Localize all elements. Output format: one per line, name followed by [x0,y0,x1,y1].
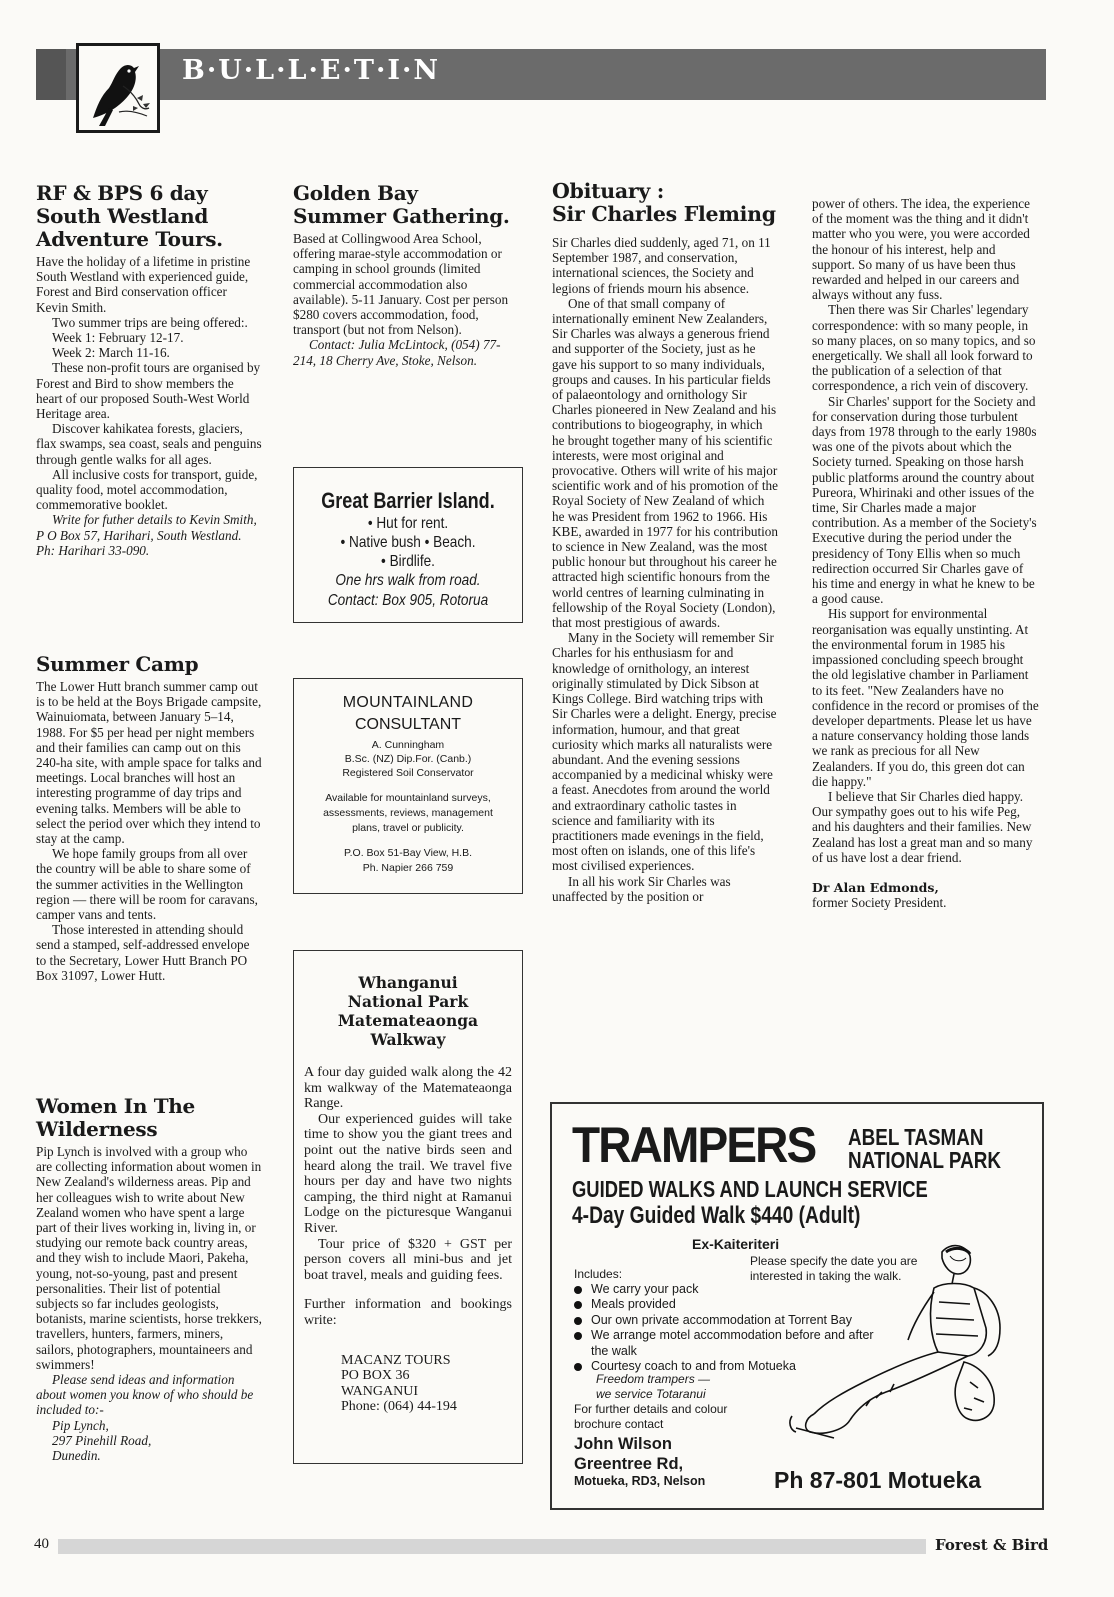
tramper-illustration-icon [774,1232,1014,1452]
ad-line: B.Sc. (NZ) Dip.For. (Canb.) [344,753,472,765]
article-title: Sir Charles Fleming [552,202,776,226]
list-item: Our own private accommodation at Torrent Bay [574,1313,874,1328]
ad-line: Ph. Napier 266 759 [362,862,454,874]
ad-further-line: brochure contact [574,1417,664,1431]
magazine-name: Forest & Bird [935,1536,1049,1554]
ad-title: CONSULTANT [354,716,462,733]
ad-includes-label: Includes: [574,1267,623,1281]
ad-line: • Birdlife. [381,553,435,570]
page-number: 40 [34,1536,49,1552]
ad-contact-town: Motueka, RD3, Nelson [574,1474,706,1488]
paragraph: Contact: Julia McLintock, (054) 77-214, 18 Cherry Ave, Stoke, Nelson. [293,337,501,368]
paragraph: Please send ideas and information about women you know of who should be included to:- [36,1372,254,1418]
author-role: former Society President. [812,895,947,911]
address-line: Pip Lynch, [52,1417,109,1433]
paragraph: Write for futher details to Kevin Smith, P O Box 57, Harihari, South Westland. Ph: Harihari 33-090. [36,512,257,558]
ad-offer: 4-Day Guided Walk $440 (Adult) [572,1202,861,1229]
article-title: Women In The Wilderness [36,1094,195,1141]
paragraph: Week 1: February 12-17. [52,330,184,346]
paragraph: Further information and bookings write: [304,1297,512,1328]
address-line: PO BOX 36 [341,1368,410,1383]
ad-note-line: Please specify the date you are [750,1254,918,1268]
paragraph: Discover kahikatea forests, glaciers, flax swamps, sea coast, seals and penguins through gentle walks for all ages. [36,421,262,467]
ad-line: assessments, reviews, management [323,807,493,819]
article-title: Obituary : [552,179,665,203]
ad-whanganui-walkway [293,950,523,1464]
page-title: B·U·L·L·E·T·I·N [182,55,441,86]
author-name: Dr Alan Edmonds, [812,879,939,895]
ad-park-line: NATIONAL PARK [848,1147,1001,1173]
ad-further [574,1402,727,1432]
paragraph: Week 2: March 11-16. [52,345,170,361]
paragraph: Sir Charles' support for the Society and for conservation during those turbulent days from 1978 through to the early 1980s was one of the pivots about which the Society turned. Speaking on those harsh public platforms around the country about Pureora, Whirinaki and other issues of the time, Sir Charles made a major contribution. As a member of the Society's Executive during the period under the presidency of Tony Ellis when so much redirection occurred Sir Charles gave of his time and energy in what he knew to be a good cause. [812,393,1037,607]
address-line: Dunedin. [52,1448,101,1464]
ad-line: • Native bush • Beach. [340,534,476,551]
ad-contact: Contact: Box 905, Rotorua [327,592,489,609]
ad-slogan-line: Freedom trampers — [596,1372,711,1386]
obituary-column-2 [812,196,1040,910]
ad-slogan-line: we service Totaranui [596,1387,706,1401]
ad-phone: Ph 87-801 Motueka [774,1467,982,1493]
ad-slogan [596,1372,710,1402]
header-bar-left-block [36,49,66,100]
ad-line: A. Cunningham [371,739,445,751]
paragraph: The Lower Hutt branch summer camp out is to be held at the Boys Brigade campsite, Wainuiomata, between January 5–14, 1988. For $5 per head per night members and their families can camp out on this 240-ha site, with ample space for talks and meetings. Local branches will host an interesting programme of day trips and evening talks. Members will be able to select the period over which they intend to stay at the camp. [36,679,262,847]
paragraph: All inclusive costs for transport, guide, quality food, motel accommodation, commemorative booklet. [36,466,258,513]
ad-service: GUIDED WALKS AND LAUNCH SERVICE [572,1176,928,1202]
ad-line: Registered Soil Conservator [342,767,474,779]
ad-trampers [550,1102,1044,1510]
footer-bar [58,1539,926,1554]
list-item: We carry your pack [574,1282,874,1297]
paragraph: power of others. The idea, the experience of the moment was the thing and it didn't matter who you were, you were accorded the honour of his interest, help and support. So many of us have been thus rewarded and helped in our careers and always without any fuss. [812,196,1030,303]
ad-line: plans, travel or publicity. [352,822,464,834]
ad-line: • Hut for rent. [367,515,449,532]
article-body [552,235,778,904]
article-golden-bay-gathering [293,182,517,368]
ad-contact-street: Greentree Rd, [574,1455,684,1473]
ad-departure: Ex-Kaiteriteri [692,1236,780,1252]
ad-park-line: ABEL TASMAN [848,1124,984,1150]
paragraph: Pip Lynch is involved with a group who are collecting information about women in New Zealand's wilderness areas. Pip and her colleagues wish to write about New Zealand women who have spent a large part of their lives working in, living in, or studying our remote back country areas, and they wish to include Maori, Pakeha, young, not-so-young, past and present personalities. Their list of potential subjects so far includes geologists, botanists, marine scientists, horse trekkers, travellers, hunters, farmers, miners, sailors, photographers, mountaineers and swimmers! [36,1144,262,1372]
ad-title-line: Matemateaonga [337,1011,479,1030]
ad-line: One hrs walk from road. [335,572,481,589]
ad-line: Available for mountainland surveys, [325,792,491,804]
list-item: Courtesy coach to and from Motueka [574,1359,874,1374]
article-women-in-the-wilderness [36,1095,262,1463]
paragraph: We hope family groups from all over the country will be able to share some of the summer activities in the Wellington region — there will be room for caravans, camper vans and tents. [36,846,258,923]
ad-mountainland-consultant [293,678,523,894]
ad-great-barrier-island [293,467,523,623]
paragraph: Many in the Society will remember Sir Charles for his enthusiasm for and knowledge of ornithology, an interest originally stimulated by Dick Sibson at Kings College. Bird watching trips with Sir Charles were a delight. Energy, precise information, humour, and that great curiosity which marks all naturalists were abundant. And the evening sessions accompanied by a medicinal whisky were a feast. Anecdotes from around the world and extraordinary catholic tastes in science and familiarity with its practitioners made evenings in the field, most often on islands, one of this life's most civilised experiences. [552,630,777,874]
paragraph: Based at Collingwood Area School, offering marae-style accommodation or camping in school grounds (limited commercial accommodation also available). 5-11 January. Cost per person $280 covers accommodation, food, transport (but not from Nelson). [293,231,509,338]
paragraph: In all his work Sir Charles was unaffected by the position or [552,873,731,904]
address-line: Phone: (064) 44-194 [341,1399,457,1414]
list-item: Meals provided [574,1297,874,1312]
ad-title-line: Whanganui [358,973,458,992]
ad-line: P.O. Box 51-Bay View, H.B. [343,847,472,859]
paragraph: Have the holiday of a lifetime in pristine South Westland with experienced guide, Forest and Bird conservation officer Kevin Smith. [36,254,251,315]
paragraph: A four day guided walk along the 42 km walkway of the Matemateaonga Range. [304,1065,512,1112]
ad-title: MOUNTAINLAND [342,694,474,711]
address-line: WANGANUI [341,1383,418,1399]
article-title: Summer Camp [36,652,199,676]
ad-title-line: Walkway [370,1030,446,1049]
paragraph: One of that small company of internationally eminent New Zealanders, Sir Charles was always a generous friend and supporter of the Society, just as he gave his support to so many individuals, groups and causes. In his particular fields of palaeontology and ornithology Sir Charles pioneered in New Zealand and his contributions to biogeography, in which he brought together many of his scientific interests, were most original and provocative. Others will write of his major scientific work and of his promotion of the Royal Society of New Zealand of which he was President from 1962 to 1966. His KBE, awarded in 1977 for his contribution to science in New Zealand, was the most public honour but throughout his career he attracted high scientific honours from the world centres of learning culminating in fellowship of the Royal Society (London), that most prestigious of awards. [552,295,778,631]
article-body [293,231,517,368]
article-south-westland-tours [36,182,262,558]
paragraph: Those interested in attending should send a stamped, self-addressed envelope to the Secretary, Lower Hutt Branch PO Box 31097, Lower Hutt. [36,922,250,983]
address-line: 297 Pinehill Road, [52,1432,152,1448]
bird-logo [76,43,160,133]
paragraph: Then there was Sir Charles' legendary correspondence: with so many people, in so many places, on so many topics, and so energetically. We shall all look forward to the publication of a selection of that correspondence, a rich vein of discovery. [812,302,1036,394]
paragraph: Two summer trips are being offered:. [52,314,248,330]
article-title: Golden Bay Summer Gathering. [293,181,510,228]
ad-note-line: interested in taking the walk. [750,1269,902,1283]
article-summer-camp [36,653,262,983]
ad-body [304,1065,512,1415]
ad-title: Great Barrier Island. [321,488,495,513]
article-title: RF & BPS 6 day South Westland Adventure Tours. [36,181,223,251]
article-body [36,1144,262,1463]
ad-contact-name: John Wilson [574,1435,672,1453]
article-body [812,196,1040,910]
article-body [36,679,262,983]
address-line: MACANZ TOURS [341,1352,451,1368]
article-body [36,254,262,558]
paragraph: Sir Charles died suddenly, aged 71, on 11 September 1987, and conservation, international sciences, the Society and legions of friends mourn his absence. [552,235,771,296]
paragraph: Tour price of $320 + GST per person covers all mini-bus and jet boat travel, meals and guiding fees. [304,1236,512,1283]
ad-brand: TRAMPERS [572,1117,816,1173]
ad-title-line: National Park [347,992,469,1011]
ad-further-line: For further details and colour [574,1402,728,1416]
ad-address [341,1353,512,1415]
list-item: We arrange motel accommodation before and after the walk [574,1328,874,1359]
tui-bird-icon [79,46,157,130]
ad-title [294,973,522,1049]
paragraph: I believe that Sir Charles died happy. Our sympathy goes out to his wife Peg, and his daughters and their families. New Zealand has lost a great man and so many of us have lost a dear friend. [812,788,1033,865]
paragraph: Our experienced guides will take time to show you the giant trees and point out the native birds seen and heard along the trail. We travel five hours per day and have two nights camping, the third night at Ramanui Lodge on the picturesque Wanganui River. [304,1111,512,1236]
paragraph: These non-profit tours are organised by Forest and Bird to show members the heart of our proposed South-West World Heritage area. [36,360,261,422]
obituary-column-1 [552,180,778,904]
paragraph: His support for environmental reorganisation was equally unstinting. At the environmental forum in 1985 his impassioned concluding speech brought the old legislative chamber in Parliament to its feet. "New Zealanders have no confidence in the record or promises of the developer departments. Please let us have a nature conservancy holding those lands we rank as precious for all New Zealanders. If you do, this green dot can die happy." [812,606,1039,789]
